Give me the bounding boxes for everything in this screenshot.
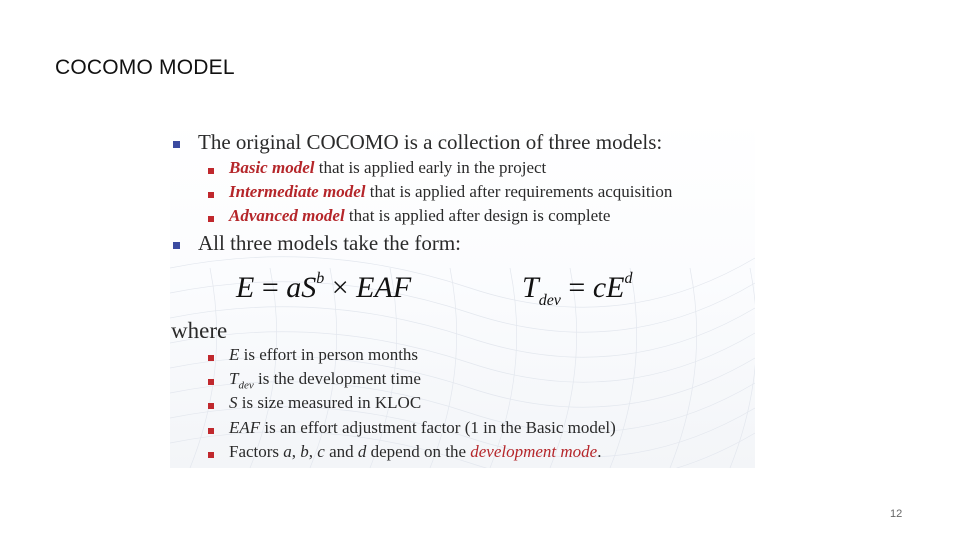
bullet-marker: [208, 428, 214, 434]
bullet-marker: [208, 168, 214, 174]
definition-symbol: c: [317, 442, 325, 461]
bullet-form: [198, 231, 461, 256]
bullet-marker: [173, 141, 180, 148]
formula-operator: =: [560, 271, 593, 304]
definition-text: is effort in person months: [239, 345, 419, 364]
bullet-marker: [173, 242, 180, 249]
definition-text: ,: [308, 442, 318, 461]
definition-text: Factors: [229, 442, 284, 461]
definition-text: is an effort adjustment factor (1 in the Basic model): [260, 418, 616, 437]
definition-text: .: [597, 442, 602, 461]
bullet-collection: [198, 130, 662, 155]
definition-eaf: [229, 418, 616, 438]
bullet-text: The original COCOMO is a collection of three models:: [198, 130, 663, 154]
formula-symbol: cE: [592, 271, 625, 304]
definition-tdev: [229, 369, 421, 391]
bullet-marker: [208, 452, 214, 458]
definition-symbol: d: [357, 442, 367, 461]
bullet-text: All three models take the form:: [198, 231, 462, 255]
bullet-marker: [208, 216, 214, 222]
model-name: Intermediate model: [229, 182, 366, 201]
bullet-marker: [208, 379, 214, 385]
effort-formula: [236, 270, 411, 305]
list-item-advanced: [229, 206, 610, 226]
slide-title: COCOMO MODEL: [55, 56, 235, 79]
definition-factors: [229, 442, 601, 462]
definition-symbol: S: [229, 393, 238, 412]
model-name: Basic model: [229, 158, 315, 177]
page-number: 12: [890, 508, 903, 520]
formula-exponent: d: [624, 270, 633, 287]
definition-text: ,: [291, 442, 301, 461]
bullet-marker: [208, 355, 214, 361]
model-desc: that is applied after design is complete: [344, 206, 611, 225]
definition-symbol: T: [229, 369, 239, 388]
definition-e: [229, 345, 418, 365]
development-mode-term: development mode: [470, 442, 598, 461]
bullet-marker: [208, 403, 214, 409]
where-label: where: [171, 318, 228, 343]
formula-operator: ×: [324, 271, 357, 304]
definition-text: depend on the: [366, 442, 471, 461]
formula-exponent: b: [316, 270, 325, 287]
definition-symbol: EAF: [229, 418, 261, 437]
content-image: [170, 118, 755, 468]
formula-symbol: aS: [286, 271, 317, 304]
formula-operator: =: [254, 271, 287, 304]
definition-symbol: a: [283, 442, 292, 461]
bullet-marker: [208, 192, 214, 198]
formula-symbol: EAF: [356, 271, 412, 304]
formula-subscript: dev: [538, 292, 561, 309]
definition-symbol: E: [229, 345, 240, 364]
definition-text: and: [324, 442, 358, 461]
time-formula: [522, 270, 632, 310]
formula-symbol: T: [522, 271, 539, 304]
model-name: Advanced model: [229, 206, 345, 225]
formula-symbol: E: [236, 271, 255, 304]
model-desc: that is applied early in the project: [314, 158, 547, 177]
model-desc: that is applied after requirements acquisition: [365, 182, 673, 201]
definition-subscript: dev: [238, 379, 254, 392]
list-item-basic: [229, 158, 546, 178]
definition-symbol: b: [300, 442, 309, 461]
definition-s: [229, 393, 421, 413]
definition-text: is size measured in KLOC: [237, 393, 422, 412]
list-item-intermediate: [229, 182, 672, 202]
definition-text: is the development time: [253, 369, 421, 388]
